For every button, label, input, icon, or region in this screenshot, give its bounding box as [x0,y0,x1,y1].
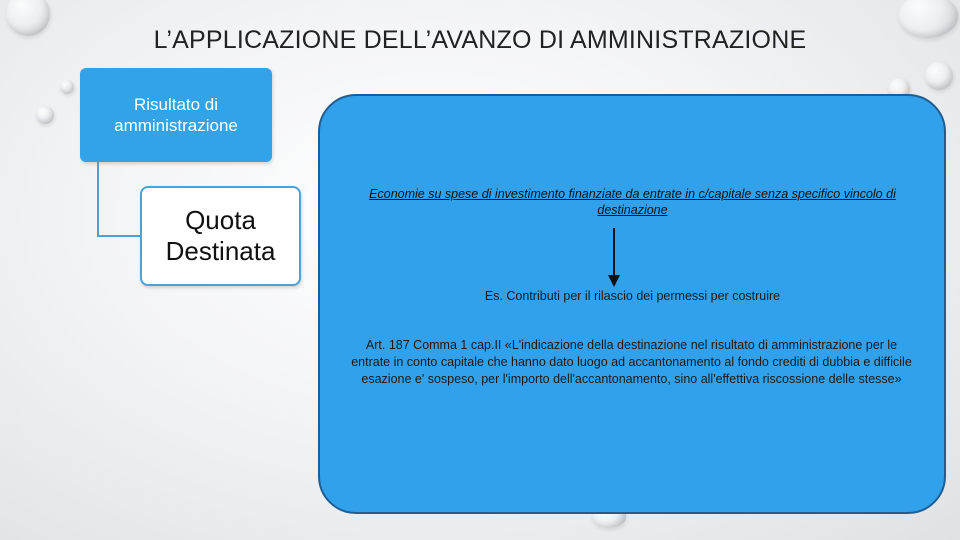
decorative-drop [36,106,54,124]
down-arrow-icon [604,228,624,290]
quota-box-label: Quota Destinata [165,205,276,266]
slide-title: L’APPLICAZIONE DELL’AVANZO DI AMMINISTRAZIONE [153,26,807,54]
result-box-label: Risultato di amministrazione [114,95,238,135]
hierarchy-connector [97,162,143,237]
result-box [80,68,272,162]
description-panel [318,94,946,514]
article-text: Art. 187 Comma 1 cap.II «L'indicazione della destinazione nel risultato di amministrazione per le entrate in conto capitale che hanno dato luogo ad accantonamento al fondo crediti di dubbia e difficile esazione e' sospeso, per l'importo dell'accantonamento, sino all'effettiva riscossione delle stesse» [351,338,912,386]
example-text: Es. Contributi per il rilascio dei permessi per costruire [484,289,781,303]
panel-heading: Economie su spese di investimento finanziate da entrate in c/capitale senza specifico vincolo di destinazione [369,187,896,217]
decorative-drop [925,62,953,90]
quota-box [140,186,301,286]
decorative-drop [60,80,74,94]
